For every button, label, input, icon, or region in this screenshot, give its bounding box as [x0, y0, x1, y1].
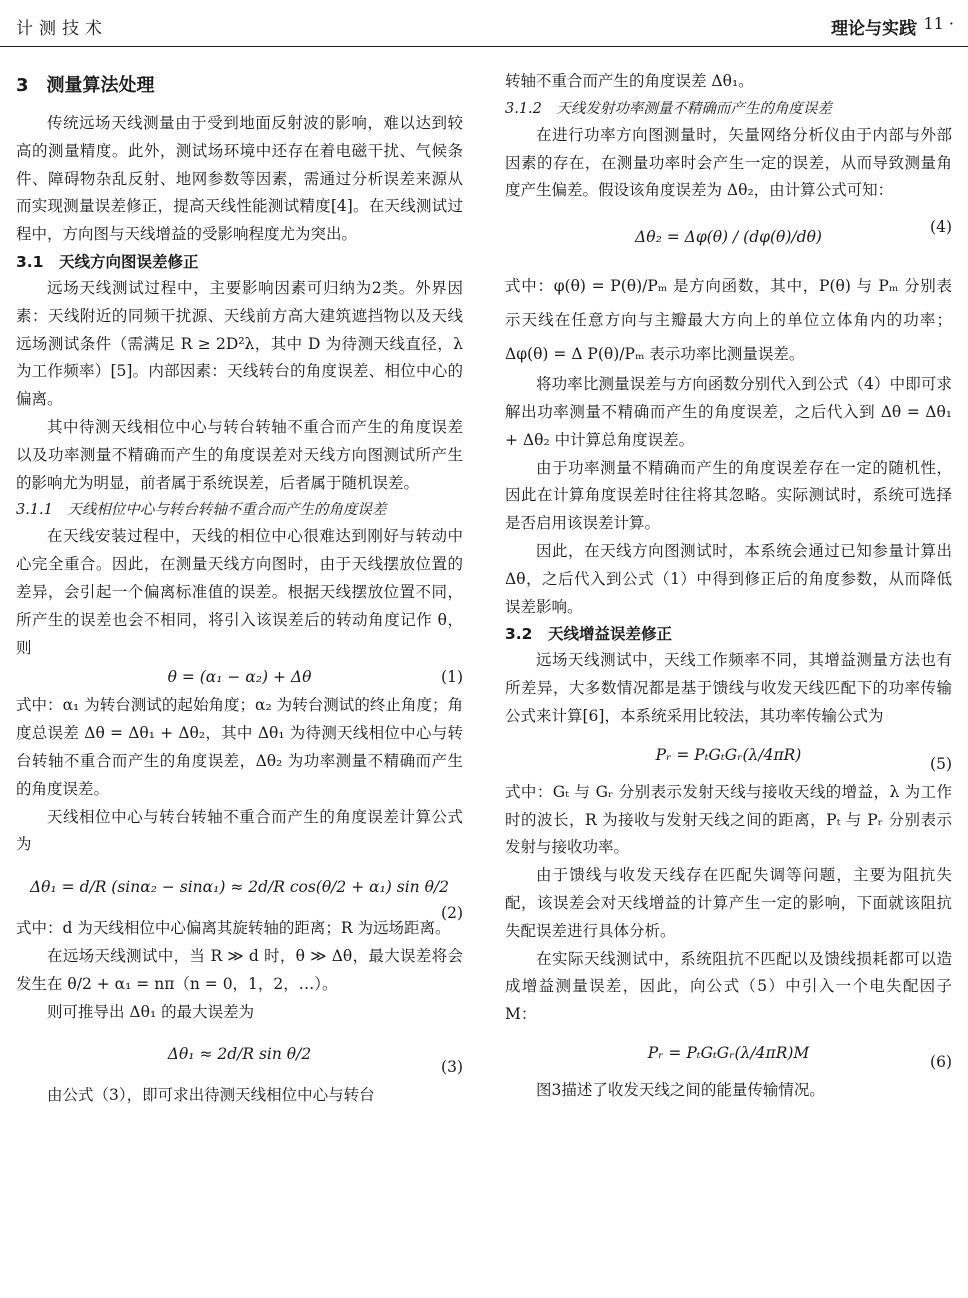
paragraph: 其中待测天线相位中心与转台转轴不重合而产生的角度误差以及功率测量不精确而产生的角度误差对天线方向图测试所产生的影响尤为明显，前者属于系统误差，后者属于随机误差。	[16, 417, 463, 492]
equation-1-body: θ = (α₁ − α₂) + Δθ	[167, 668, 312, 687]
paragraph: 由公式（3），即可求出待测天线相位中心与转台	[47, 1086, 375, 1105]
paragraph: 式中：d 为天线相位中心偏离其旋转轴的距离；R 为远场距离。	[16, 919, 451, 938]
paragraph: 由于功率测量不精确而产生的角度误差存在一定的随机性，因此在计算角度误差时往往将其忽略。实际测试时，系统可选择是否启用该误差计算。	[505, 458, 952, 533]
paragraph: 在进行功率方向图测量时，矢量网络分析仪由于内部与外部因素的存在，在测量功率时会产生一定的误差，从而导致测量角度产生偏差。假设该角度误差为 Δθ₂，由计算公式可知：	[505, 125, 952, 200]
section-3-2-title: 3.2 天线增益误差修正	[505, 625, 672, 644]
paragraph: 转轴不重合而产生的角度误差 Δθ₁。	[505, 72, 754, 90]
equation-5-number: (5)	[930, 754, 952, 773]
paragraph: 图3描述了收发天线之间的能量传输情况。	[536, 1080, 825, 1099]
paragraph: 则可推导出 Δθ₁ 的最大误差为	[47, 1002, 255, 1021]
equation-4	[505, 205, 952, 269]
equation-6-body: Pᵣ = PₜGₜGᵣ(λ/4πR)M	[647, 1043, 810, 1062]
paragraph: 由于馈线与收发天线存在匹配失调等问题，主要为阻抗失配，该误差会对天线增益的计算产生一定的影响，下面就该阻抗失配误差进行具体分析。	[505, 866, 952, 940]
equation-2-number: (2)	[441, 904, 463, 923]
equation-6-number: (6)	[930, 1052, 952, 1071]
paragraph: 在实际天线测试中，系统阻抗不匹配以及馈线损耗都可以造成增益测量误差，因此，向公式（5）中引入一个电失配因子 M：	[505, 949, 952, 1024]
equation-4-body: Δθ₂ = Δφ(θ) / (dφ(θ)/dθ)	[635, 228, 822, 247]
section-3-title: 3 测量算法处理	[16, 75, 155, 96]
paragraph: 天线相位中心与转台转轴不重合而产生的角度误差计算公式为	[16, 807, 463, 854]
equation-3-body: Δθ₁ ≈ 2d/R sin θ/2	[167, 1045, 312, 1064]
equation-1	[16, 662, 463, 692]
equation-4-number: (4)	[930, 218, 952, 237]
paragraph: 远场天线测试中，天线工作频率不同，其增益测量方法也有所差异，大多数情况都是基于馈线与收发天线匹配下的功率传输公式来计算[6]，本系统采用比较法，其功率传输公式为	[505, 651, 952, 725]
equation-6	[505, 1029, 952, 1077]
page-number: · 11 ·	[913, 14, 954, 33]
section-3-1-2-title: 3.1.2 天线发射功率测量不精确而产生的角度误差	[505, 100, 832, 117]
equation-3	[16, 1026, 463, 1082]
right-column	[505, 66, 952, 1105]
paragraph: 式中：Gₜ 与 Gᵣ 分别表示发射天线与接收天线的增益，λ 为工作时的波长，R 为接收与发射天线之间的距离，Pₜ 与 Pᵣ 分别表示发射与接收功率。	[505, 782, 952, 857]
section-3-1-title: 3.1 天线方向图误差修正	[16, 252, 199, 271]
section-3-1-1-title: 3.1.1 天线相位中心与转台转轴不重合而产生的角度误差	[16, 502, 387, 519]
paragraph: 将功率比测量误差与方向函数分别代入到公式（4）中即可求解出功率测量不精确而产生的角度误差，之后代入到 Δθ = Δθ₁ + Δθ₂ 中计算总角度误差。	[505, 375, 952, 449]
equation-5-body: Pᵣ = PₜGₜGᵣ(λ/4πR)	[655, 745, 802, 764]
paragraph: 远场天线测试过程中，主要影响因素可归纳为2类。外界因素：天线附近的同频干扰源、天线前方高大建筑遮挡物以及天线远场测试条件（需满足 R ≥ 2D²λ，其中 D 为待测天线直径，λ 为工作频率）[5]。内部因素：天线转台的角度误差、相位中心的偏离。	[16, 278, 463, 409]
equation-5	[505, 731, 952, 779]
paragraph: 式中：φ(θ) = P(θ)/Pₘ 是方向函数，其中，P(θ) 与 Pₘ 分别表示天线在任意方向与主瓣最大方向上的单位立体角内的功率；Δφ(θ) = Δ P(θ)/Pₘ 表示功率比测量误差。	[505, 277, 952, 364]
paragraph: 在天线安装过程中，天线的相位中心很难达到刚好与转动中心完全重合。因此，在测量天线方向图时，由于天线摆放位置的差异，会引起一个偏离标准值的误差。根据天线摆放位置不同，所产生的误差也会不相同，将引入该误差后的转动角度记作 θ，则	[16, 527, 463, 657]
paragraph: 传统远场天线测量由于受到地面反射波的影响，难以达到较高的测量精度。此外，测试场环境中还存在着电磁干扰、气候条件、障碍物杂乱反射、地网参数等因素，需通过分析误差来源从而实现测量误差修正，提高天线性能测试精度[4]。在天线测试过程中，方向图与天线增益的受影响程度尤为突出。	[16, 114, 463, 244]
paragraph: 因此，在天线方向图测试时，本系统会通过已知参量计算出 Δθ，之后代入到公式（1）中得到修正后的角度参数，从而降低误差影响。	[505, 541, 952, 616]
left-column	[16, 66, 463, 1110]
equation-3-number: (3)	[441, 1058, 463, 1077]
equation-1-number: (1)	[441, 668, 463, 687]
paragraph: 在远场天线测试中，当 R ≫ d 时，θ ≫ Δθ，最大误差将会发生在 θ/2 + α₁ = nπ（n = 0，1，2，…）。	[16, 946, 463, 993]
paragraph: 式中：α₁ 为转台测试的起始角度；α₂ 为转台测试的终止角度；角度总误差 Δθ = Δθ₁ + Δθ₂，其中 Δθ₁ 为待测天线相位中心与转台转轴不重合而产生的角度误差，Δθ₂ 为功率测量不精确而产生的角度误差。	[16, 696, 463, 798]
section-name: 理论与实践	[831, 19, 916, 39]
equation-2	[16, 859, 463, 923]
running-header	[0, 0, 968, 47]
equation-2-body: Δθ₁ = d/R (sinα₂ − sinα₁) ≈ 2d/R cos(θ/2 + α₁) sin θ/2	[29, 878, 449, 897]
journal-name: 计测技术	[16, 19, 108, 39]
